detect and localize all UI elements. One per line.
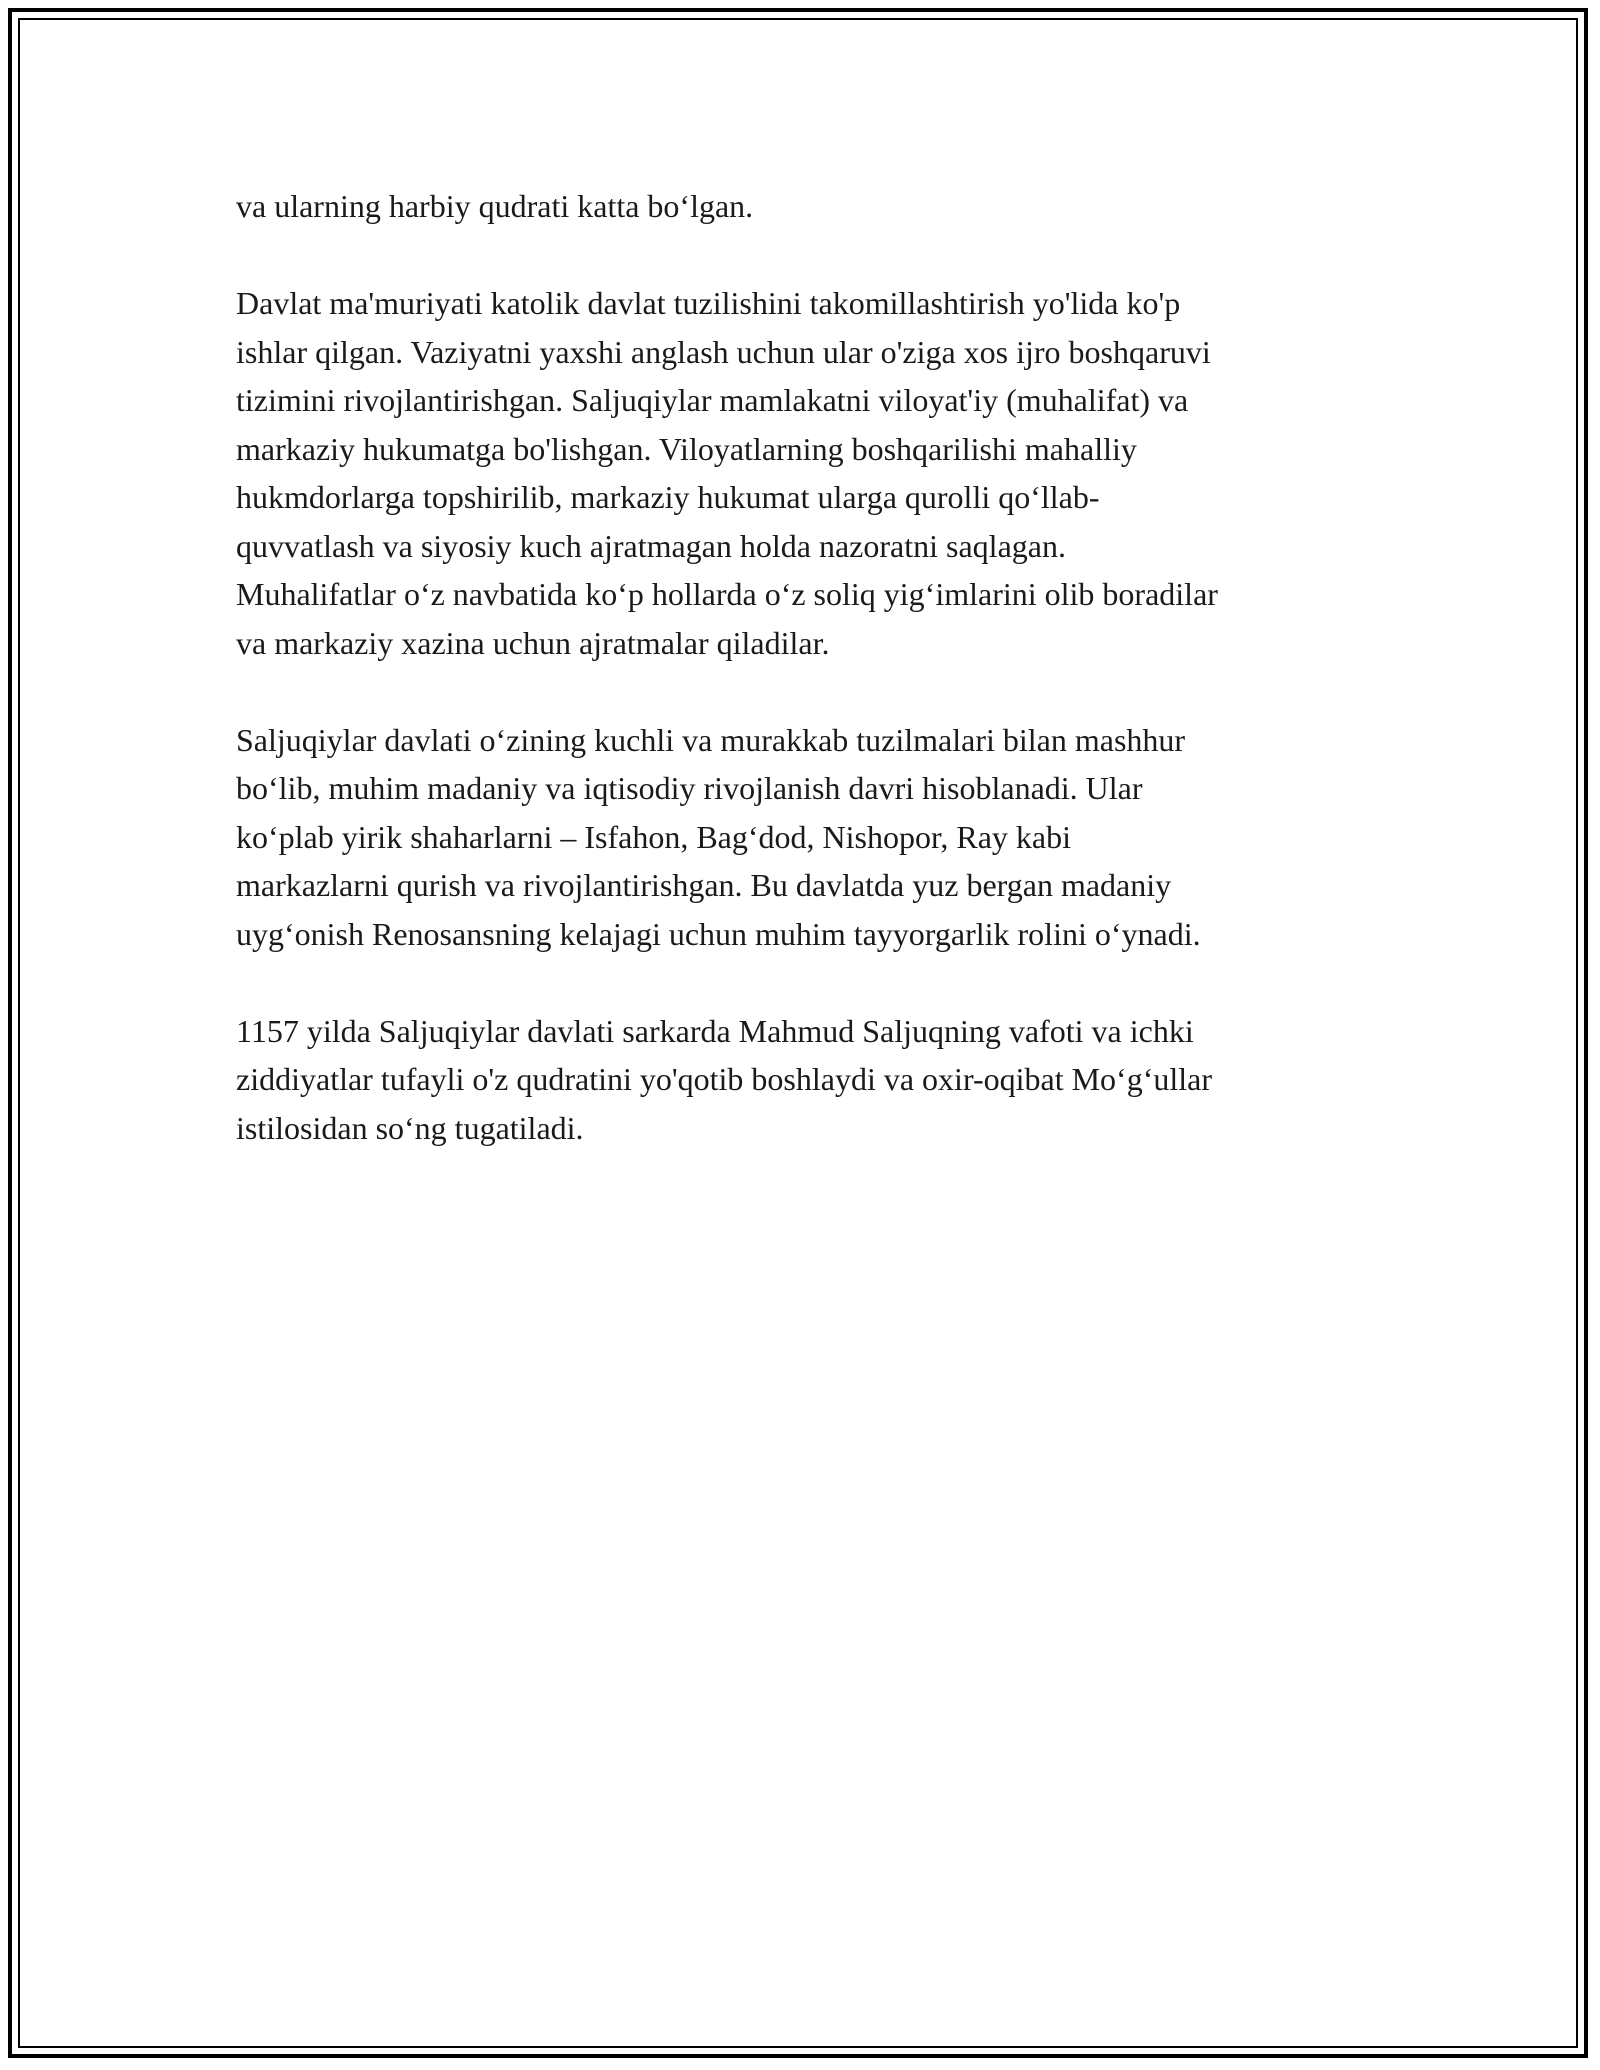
paragraph-3: Saljuqiylar davlati o‘zining kuchli va murakkab tuzilmalari bilan mashhur bo‘lib, muhim madaniy va iqtisodiy rivojlanish davri hisoblanadi. Ular ko‘plab yirik shaharlarni – Isfahon, Bag‘dod, Nishopor, Ray kabi markazlarni qurish va rivojlantirishgan. Bu davlatda yuz bergan madaniy uyg‘onish Renosansning kelajagi uchun muhim tayyorgarlik rolini o‘ynadi. — [236, 721, 1201, 952]
paragraph-4: 1157 yilda Saljuqiylar davlati sarkarda Mahmud Saljuqning vafoti va ichki ziddiyatlar tufayli o'z qudratini yo'qotib boshlaydi va oxir-oqibat Mo‘g‘ullar istilosidan so‘ng tugatiladi. — [236, 1012, 1212, 1146]
paragraph-1: va ularning harbiy qudrati katta bo‘lgan. — [236, 188, 754, 224]
paragraph-2: Davlat ma'muriyati katolik davlat tuzilishini takomillashtirish yo'lida ko'p ishlar qilgan. Vaziyatni yaxshi anglash uchun ular o'ziga xos ijro boshqaruvi tizimini rivojlantirishgan. Saljuqiylar mamlakatni viloyat'iy (muhalifat) va markaziy hukumatga bo'lishgan. Viloyatlarning boshqarilishi mahalliy hukmdorlarga topshirilib, markaziy hukumat ularga qurolli qo‘llab- quvvatlash va siyosiy kuch ajratmagan holda nazoratni saqlagan. Muhalifatlar o‘z navbatida ko‘p hollarda o‘z soliq yig‘imlarini olib boradilar va markaziy xazina uchun ajratmalar qiladilar. — [236, 285, 1218, 661]
document-body — [236, 182, 1376, 1201]
